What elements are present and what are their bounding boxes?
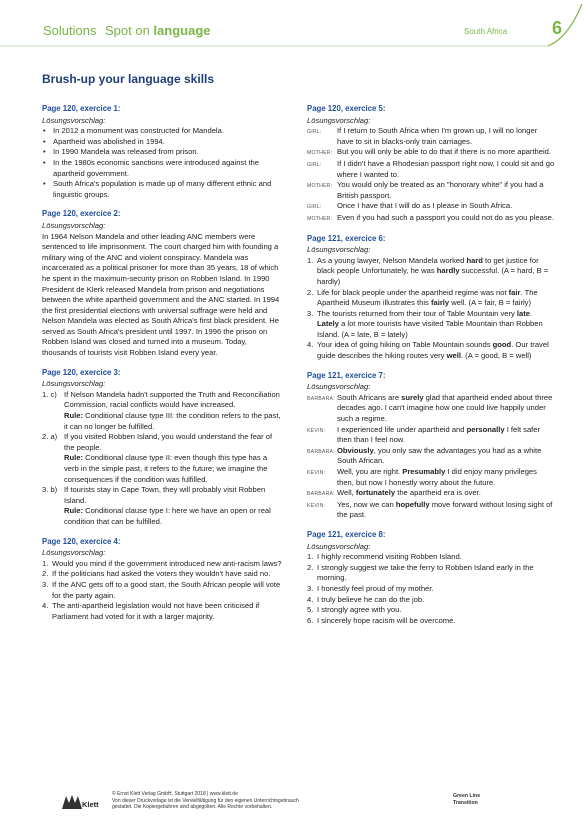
dialogue-line: GIRL: If I return to South Africa when I'm grown up, I will no longer have to sit in blacks-only train carriages. xyxy=(307,126,538,146)
answer-list xyxy=(307,552,555,626)
solution-label: Lösungsvorschlag: xyxy=(42,548,106,558)
solution-label: Lösungsvorschlag: xyxy=(42,379,106,389)
speaker-label: GIRL: xyxy=(307,204,322,211)
item-number: 1. c) xyxy=(42,389,57,399)
list-item: 3. If the ANC gets off to a good start, the South African people will vote for the party again. xyxy=(42,579,281,600)
dialogue-line: MOTHER: Even if you had such a passport you could not do as you please. xyxy=(307,213,555,225)
speaker-label: BARBARA: xyxy=(307,491,335,498)
item-number: 2. a) xyxy=(42,432,58,442)
exercise-heading: Page 120, exercice 4: xyxy=(42,536,121,546)
right-column xyxy=(307,104,555,635)
item-text: If tourists stay in Cape Town, they will probably visit Robben Island. xyxy=(64,485,266,505)
copyright-notice: © Ernst Klett Verlag GmbH, Stuttgart 2018 | www.klett.de Von dieser Druckvorlage ist die Vervielfältigung für den eigenen Unterrichtsgebrauch gestattet. Die Kopiergebühren sind abgegolten. Alle Rechte vorbehalten. xyxy=(112,791,299,810)
list-item: 6. I sincerely hope racism will be overcome. xyxy=(307,615,456,625)
solution-label: Lösungsvorschlag: xyxy=(307,541,371,551)
speaker-label: MOTHER: xyxy=(307,150,333,157)
answer-list xyxy=(42,390,282,528)
unit-number: 6 xyxy=(552,18,563,38)
page-title: Brush-up your language skills xyxy=(42,72,215,86)
solution-label: Lösungsvorschlag: xyxy=(307,115,371,125)
dialogue-line: MOTHER: But you will only be able to do that if there is no more apartheid. xyxy=(307,147,555,159)
speaker-label: GIRL: xyxy=(307,161,322,168)
exercise-heading: Page 121, exercice 7: xyxy=(307,370,386,380)
solution-label: Lösungsvorschlag: xyxy=(307,382,371,392)
list-item xyxy=(42,390,282,432)
rule-text: Rule: Conditional clause type I: here we have an open or real condition that can be fulfilled. xyxy=(64,506,271,526)
list-item: • In 2012 a monument was constructed for Mandela. xyxy=(42,126,282,137)
header-spot-on-language: Spot on language xyxy=(105,23,211,38)
list-item: • Apartheid was abolished in 1994. xyxy=(42,137,282,148)
speaker-label: BARBARA: xyxy=(307,395,335,402)
list-item: 1. Would you mind if the government introduced new anti-racism laws? xyxy=(42,558,282,568)
list-item: 1. I highly recommend visiting Robben Island. xyxy=(307,552,462,562)
list-item: 1. As a young lawyer, Nelson Mandela worked hard to get justice for black people Unfortunately, he was hardly successful. (A = hard, B = hardly) xyxy=(307,255,549,286)
klett-logo-icon xyxy=(60,793,84,811)
list-item: 3. I honestly feel proud of my mother. xyxy=(307,583,434,593)
page-footer xyxy=(60,789,540,819)
speaker-label: MOTHER: xyxy=(307,215,333,222)
rule-text: Rule: Conditional clause type II: even though this type has a verb in the simple past, it refers to the future; we imagine the consequences if the condition was fulfilled. xyxy=(64,453,268,484)
dialogue-line: GIRL: Once I have that I will do as I please in South Africa. xyxy=(307,201,555,213)
exercise-heading: Page 121, exercice 8: xyxy=(307,529,386,539)
exercise-4 xyxy=(42,537,282,623)
solution-label: Lösungsvorschlag: xyxy=(307,245,371,255)
header-solutions: Solutions xyxy=(43,23,97,38)
exercise-heading: Page 120, exercice 1: xyxy=(42,104,121,113)
page-header xyxy=(0,0,588,60)
exercise-6 xyxy=(307,234,555,362)
list-item: 4. Your idea of going hiking on Table Mountain sounds good. Our travel guide describes the hiking routes very well. (A = good, B = well) xyxy=(307,340,549,361)
speaker-label: KEVIN: xyxy=(307,470,326,476)
list-item: 3. The tourists returned from their tour of Table Mountain very late. Lately a lot more tourists have visited Table Mountain than Robben Island. (A = late, B = lately) xyxy=(307,308,543,339)
solution-label: Lösungsvorschlag: xyxy=(42,115,106,125)
exercise-heading: Page 120, exercice 3: xyxy=(42,367,121,377)
exercise-heading: Page 121, exercice 6: xyxy=(307,233,386,243)
list-item: 4. The anti-apartheid legislation would not have been criticised if Parliament had voted for it with a larger majority. xyxy=(42,601,260,621)
exercise-2 xyxy=(42,209,282,358)
exercise-heading: Page 120, exercice 5: xyxy=(307,104,386,113)
left-column xyxy=(42,104,282,631)
list-item: 4. I truly believe he can do the job. xyxy=(307,594,425,604)
list-item: 2. If the politicians had asked the voters they wouldn't have said no. xyxy=(42,569,271,579)
list-item: • In 1990 Mandela was released from prison. xyxy=(42,147,282,158)
dialogue-line: BARBARA: South Africans are surely glad that apartheid ended about three decades ago. I can't imagine how one could live happily under such a regime. xyxy=(307,392,553,424)
exercise-7 xyxy=(307,371,555,521)
list-item: 5. I strongly agree with you. xyxy=(307,605,402,615)
speaker-label: BARBARA: xyxy=(307,448,335,455)
answer-list xyxy=(42,559,282,623)
dialogue-line: BARBARA: Obviously, you only saw the advantages you had as a white South African. xyxy=(307,445,542,466)
speaker-label: GIRL: xyxy=(307,129,322,136)
item-number: 3. b) xyxy=(42,485,58,495)
series-brand: Green Line Transition xyxy=(453,793,481,806)
list-item: 2. I strongly suggest we take the ferry to Robben Island early in the morning. xyxy=(307,562,534,583)
list-item: • South Africa's population is made up of many different ethnic and linguistic groups. xyxy=(42,179,282,200)
list-item xyxy=(42,485,282,527)
list-item xyxy=(42,432,282,485)
speaker-label: KEVIN: xyxy=(307,502,326,509)
list-item: • In the 1980s economic sanctions were introduced against the apartheid government. xyxy=(42,158,282,179)
answer-list xyxy=(307,256,555,362)
speaker-label: MOTHER: xyxy=(307,183,333,190)
exercise-5 xyxy=(307,104,555,225)
item-text: If Nelson Mandela hadn't supported the Truth and Reconciliation Commission, racial conflicts would have increased. xyxy=(64,389,280,410)
item-text: If you visited Robben Island, you would understand the fear of the people. xyxy=(64,432,273,452)
answer-list xyxy=(42,126,282,200)
solution-label: Lösungsvorschlag: xyxy=(42,220,106,230)
exercise-heading: Page 120, exercice 2: xyxy=(42,209,121,219)
dialogue-line: KEVIN: Well, you are right. Presumably I did enjoy many privileges then, but now I honestly worry about the future. xyxy=(307,467,537,487)
exercise-3 xyxy=(42,368,282,528)
dialogue-line: GIRL: If I didn't have a Rhodesian passport right now, I could sit and go where I wanted to. xyxy=(307,158,555,179)
dialogue-line: KEVIN: I experienced life under apartheid and personally I felt safer then than I feel now. xyxy=(307,424,541,445)
exercise-8 xyxy=(307,530,555,626)
dialogue-line: BARBARA: Well, fortunately the apartheid era is over. xyxy=(307,488,555,500)
list-item: 2. Life for black people under the apartheid regime was not fair. The Apartheid Museum illustrates this fairly well. (A = fair, B = fairly) xyxy=(307,287,538,308)
publisher-logo-text: Klett xyxy=(82,800,99,809)
paragraph: In 1964 Nelson Mandela and other leading ANC members were sentenced to life imprisonment. The court charged him with founding a military wing of the ANC and violent conspiracy. Mandela was incarcerated as a political prisoner for more than 35 years, 18 of which he spent in the maximum-security prison on Robben Island. In 1990 President de Klerk released Mandela from prison and negotiations between the white apartheid government and the ANC started. In 1994 the first presidential elections with universal suffrage were held and Nelson Mandela was elected as South Africa's first black president. He served as South Africa's president until 1997. In 1996 the prison on Robben Island was closed and turned into a museum. Today, thousands of tourists visit Robben Island every year. xyxy=(42,231,280,358)
dialogue-line: KEVIN: Yes, now we can hopefully move forward without losing sight of the past. xyxy=(307,499,553,520)
exercise-1 xyxy=(42,104,282,200)
dialogue-line: MOTHER: You would only be treated as an "honorary white" if you had a British passport. xyxy=(307,180,544,200)
rule-text: Rule: Conditional clause type III: the condition refers to the past, it can no longer be fulfilled. xyxy=(64,411,281,431)
speaker-label: KEVIN: xyxy=(307,427,326,434)
header-country: South Africa xyxy=(464,27,508,36)
